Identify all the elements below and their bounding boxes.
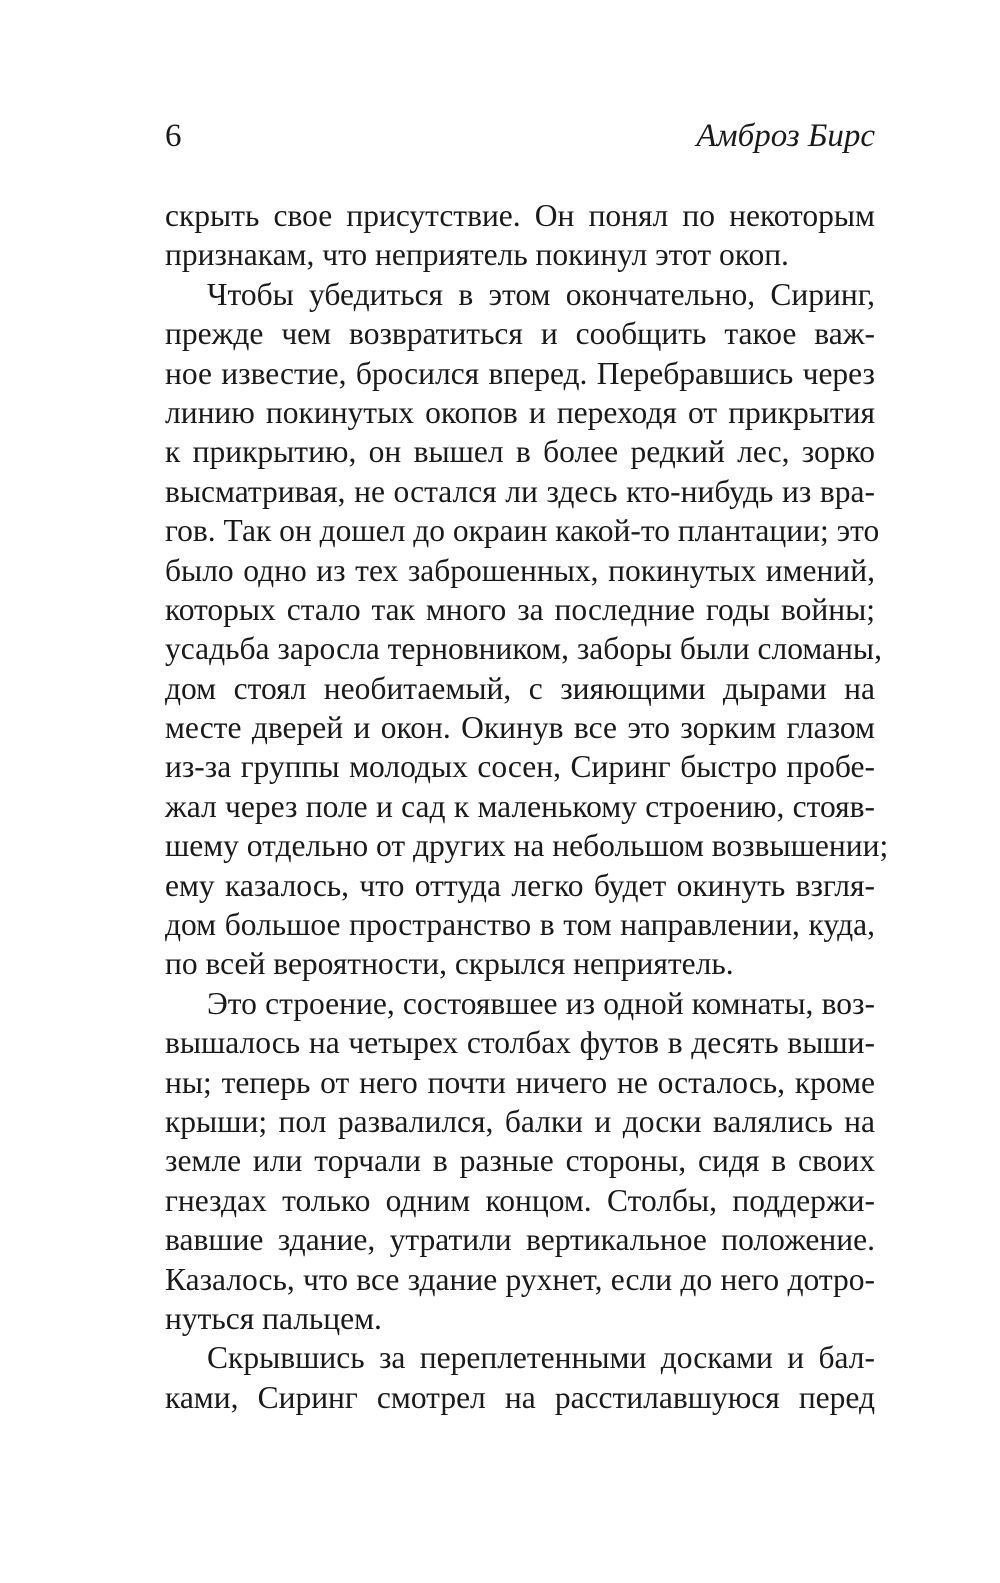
text-line: усадьба заросла терновником, заборы были сломаны, xyxy=(165,631,882,667)
body-text xyxy=(165,196,889,1417)
text-line: ны; теперь от него почти ничего не осталось, кроме xyxy=(165,1064,875,1100)
text-line: гнездах только одним концом. Столбы, поддержи- xyxy=(165,1182,875,1218)
text-line: из-за группы молодых сосен, Сиринг быстро пробе- xyxy=(165,749,875,785)
text-line: прежде чем возвратиться и сообщить такое важ- xyxy=(165,316,875,352)
text-line: было одно из тех заброшенных, покинутых имений, xyxy=(165,552,875,588)
text-line: крыши; пол развалился, балки и доски валялись на xyxy=(165,1103,875,1139)
text-line: гов. Так он дошел до окраин какой-то плантации; это xyxy=(165,513,880,549)
text-line: дом стоял необитаемый, с зияющими дырами на xyxy=(165,670,875,706)
page-number: 6 xyxy=(165,118,182,154)
text-line: вавшие здание, утратили вертикальное положение. xyxy=(165,1222,875,1258)
text-line: Чтобы убедиться в этом окончательно, Сиринг, xyxy=(207,276,875,312)
text-line: нуться пальцем. xyxy=(165,1300,382,1336)
text-line: вышалось на четырех столбах футов в десять выши- xyxy=(165,1025,875,1061)
text-line: ное известие, бросился вперед. Перебравшись через xyxy=(165,355,875,391)
text-line: Скрывшись за переплетенными досками и бал- xyxy=(207,1340,875,1376)
text-line: дом большое пространство в том направлении, куда, xyxy=(165,907,875,943)
running-head: Амброз Бирс xyxy=(696,118,875,154)
text-line: месте дверей и окон. Окинув все это зорким глазом xyxy=(165,710,875,746)
text-line: шему отдельно от других на небольшом возвышении; xyxy=(165,828,889,864)
text-line: признакам, что неприятель покинул этот окоп. xyxy=(165,237,789,273)
text-line: ему казалось, что оттуда легко будет окинуть взгля- xyxy=(165,867,875,903)
text-line: линию покинутых окопов и переходя от прикрытия xyxy=(165,394,875,430)
text-line: земле или торчали в разные стороны, сидя в своих xyxy=(165,1143,875,1179)
text-line: высматривая, не остался ли здесь кто-нибудь из вра- xyxy=(165,473,875,509)
text-line: скрыть свое присутствие. Он понял по некоторым xyxy=(165,198,875,233)
text-line: жал через поле и сад к маленькому строению, стояв- xyxy=(165,788,875,824)
text-line: которых стало так много за последние годы войны; xyxy=(165,591,875,627)
text-line: по всей вероятности, скрылся неприятель. xyxy=(165,946,734,982)
text-line: ками, Сиринг смотрел на расстилавшуюся перед xyxy=(165,1379,875,1415)
text-line: Это строение, состоявшее из одной комнаты, воз- xyxy=(207,985,875,1021)
text-line: Казалось, что все здание рухнет, если до него дотро- xyxy=(165,1261,875,1297)
text-line: к прикрытию, он вышел в более редкий лес, зорко xyxy=(165,434,875,470)
